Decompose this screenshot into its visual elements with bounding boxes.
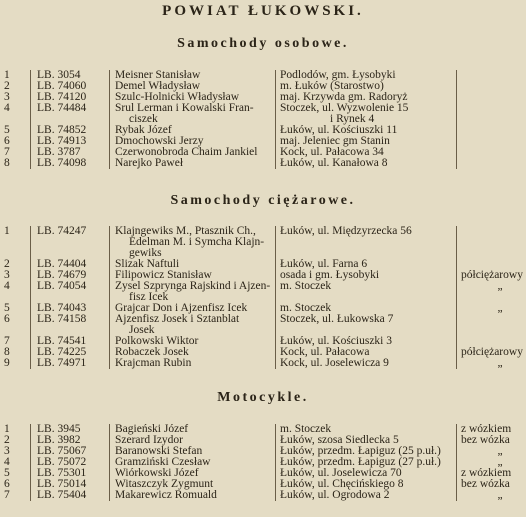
- row-number: 6: [4, 314, 10, 325]
- owner-name-line: Szulc-Holnicki Władysław: [115, 92, 240, 103]
- trucks-table: [0, 226, 526, 369]
- owner-address: [276, 446, 457, 457]
- owner-name: [110, 435, 276, 446]
- registration-number: LB. 3787: [31, 147, 110, 158]
- vehicle-note: z wózkiem: [457, 468, 526, 479]
- vehicle-note: półciężarowy: [457, 270, 526, 281]
- table-row: [0, 457, 526, 468]
- registration-number: LB. 3945: [31, 424, 110, 435]
- owner-name-line: Filipowicz Stanisław: [115, 270, 212, 281]
- row-number: 3: [4, 446, 10, 457]
- owner-address: [276, 259, 457, 270]
- address-line: maj. Krzywda gm. Radoryż: [280, 92, 408, 103]
- owner-address: [276, 125, 457, 136]
- address-line: Łuków, ul. Kościuszki 3: [280, 336, 393, 347]
- owner-name: [110, 70, 276, 81]
- owner-name-line: Dmochowski Jerzy: [115, 136, 204, 147]
- owner-name-line: Krajcman Rubin: [115, 358, 192, 369]
- registration-number: LB. 74852: [31, 125, 110, 136]
- row-number: 7: [4, 336, 10, 347]
- owner-address: [276, 336, 457, 347]
- owner-address: [276, 70, 457, 81]
- vehicle-note: [457, 226, 526, 259]
- owner-address: [276, 81, 457, 92]
- table-row: [0, 136, 526, 147]
- row-number: 4: [4, 103, 10, 114]
- registration-number: LB. 74043: [31, 303, 110, 314]
- vehicle-note: [457, 147, 526, 158]
- row-number: 5: [4, 125, 10, 136]
- address-line: Łuków, ul. Kanałowa 8: [280, 158, 388, 169]
- passenger-cars-table: [0, 70, 526, 169]
- owner-name-line: Baranowski Stefan: [115, 446, 203, 457]
- registration-number: LB. 74120: [31, 92, 110, 103]
- owner-address: [276, 457, 457, 468]
- address-line: m. Stoczek: [280, 281, 332, 292]
- row-number: 4: [4, 281, 10, 292]
- address-line: Łuków, przedm. Łapiguz (25 p.uł.): [280, 446, 441, 457]
- owner-name-line: Szerard Izydor: [115, 435, 184, 446]
- vehicle-note: „: [457, 358, 526, 369]
- registration-number: LB. 75067: [31, 446, 110, 457]
- registration-number: LB. 74060: [31, 81, 110, 92]
- table-row: [0, 347, 526, 358]
- motorcycles-table: [0, 424, 526, 501]
- address-line: Łuków, przedm. Łapiguz (27 p.uł.): [280, 457, 441, 468]
- registration-number: LB. 74247: [31, 226, 110, 259]
- row-number: 2: [4, 259, 10, 270]
- table-row: [0, 468, 526, 479]
- owner-name: [110, 136, 276, 147]
- table-row: [0, 92, 526, 103]
- owner-name-line: Makarewicz Romuald: [115, 490, 217, 501]
- row-number: 3: [4, 92, 10, 103]
- registration-number: LB. 3054: [31, 70, 110, 81]
- address-line: i Rynek 4: [330, 113, 375, 125]
- owner-name: [110, 92, 276, 103]
- row-number: 8: [4, 347, 10, 358]
- owner-name-line: Bagieński Józef: [115, 424, 189, 435]
- owner-name: [110, 468, 276, 479]
- registration-number: LB. 74484: [31, 103, 110, 125]
- registration-number: LB. 3982: [31, 435, 110, 446]
- owner-name: [110, 479, 276, 490]
- page-title: POWIAT ŁUKOWSKI.: [162, 3, 364, 19]
- registration-number: LB. 74404: [31, 259, 110, 270]
- table-row: [0, 490, 526, 501]
- address-line: maj. Jeleniec gm Stanin: [280, 136, 390, 147]
- owner-name: [110, 490, 276, 501]
- owner-name-line: Ajzenfisz Josek i Sztanblat: [115, 314, 240, 325]
- vehicle-note: z wózkiem: [457, 424, 526, 435]
- table-row: [0, 81, 526, 92]
- vehicle-note: „: [457, 490, 526, 501]
- owner-name: [110, 281, 276, 303]
- vehicle-note: bez wózka: [457, 435, 526, 446]
- table-row: [0, 259, 526, 270]
- owner-name-line: Gramziński Czesław: [115, 457, 211, 468]
- vehicle-note: [457, 136, 526, 147]
- address-line: m. Stoczek: [280, 424, 332, 435]
- owner-name-line: fisz Icek: [129, 291, 169, 303]
- table-row: [0, 435, 526, 446]
- table-row: [0, 70, 526, 81]
- owner-name-line: Narejko Paweł: [115, 158, 184, 169]
- registration-number: LB. 75301: [31, 468, 110, 479]
- row-number: 6: [4, 136, 10, 147]
- owner-name-line: Grajcar Don i Ajzenfisz Icek: [115, 303, 248, 314]
- owner-address: [276, 479, 457, 490]
- section-heading-passenger-cars: Samochody osobowe.: [177, 36, 349, 51]
- vehicle-note: półciężarowy: [457, 347, 526, 358]
- vehicle-note: [457, 92, 526, 103]
- owner-address: [276, 147, 457, 158]
- section-heading-trucks: Samochody ciężarowe.: [170, 193, 356, 208]
- registration-number: LB. 74913: [31, 136, 110, 147]
- owner-name-line: Ślizak Naftuli: [115, 259, 180, 270]
- owner-name-line: Demel Władysław: [115, 81, 201, 92]
- owner-address: [276, 281, 457, 303]
- table-row: [0, 446, 526, 457]
- registration-number: LB. 74054: [31, 281, 110, 303]
- owner-address: [276, 226, 457, 259]
- vehicle-note: [457, 158, 526, 169]
- table-row: [0, 336, 526, 347]
- address-line: Kock, ul. Joselewicza 9: [280, 358, 389, 369]
- vehicle-note: „: [457, 281, 526, 303]
- owner-name-line: Witaszczyk Zygmunt: [115, 479, 214, 490]
- owner-address: [276, 490, 457, 501]
- registration-number: LB. 75072: [31, 457, 110, 468]
- address-line: Kock, ul. Pałacowa 34: [280, 147, 384, 158]
- owner-name-line: ciszek: [129, 113, 158, 125]
- owner-name-line: Czerwonobroda Chaim Jankiel: [115, 147, 258, 158]
- owner-address: [276, 424, 457, 435]
- owner-address: [276, 347, 457, 358]
- address-line: Stoczek, ul. Łukowska 7: [280, 314, 394, 325]
- vehicle-note: bez wózka: [457, 479, 526, 490]
- owner-name: [110, 158, 276, 169]
- owner-name: [110, 226, 276, 259]
- row-number: 4: [4, 457, 10, 468]
- table-row: [0, 103, 526, 125]
- registration-number: LB. 75014: [31, 479, 110, 490]
- address-line: Łuków, ul. Kościuszki 11: [280, 125, 398, 136]
- section-heading-motorcycles: Motocykle.: [217, 390, 309, 405]
- vehicle-note: [457, 314, 526, 336]
- owner-name-line: Polkowski Wiktor: [115, 336, 199, 347]
- row-number: 1: [4, 226, 10, 237]
- owner-name-line: Josek: [129, 324, 155, 336]
- vehicle-note: [457, 81, 526, 92]
- owner-name-line: Edelman M. i Symcha Klajn-: [129, 236, 265, 248]
- owner-name: [110, 147, 276, 158]
- row-number: 6: [4, 479, 10, 490]
- owner-name-line: Wiórkowski Józef: [115, 468, 199, 479]
- vehicle-note: [457, 70, 526, 81]
- owner-address: [276, 103, 457, 125]
- address-line: Łuków, szosa Siedlecka 5: [280, 435, 399, 446]
- owner-name: [110, 103, 276, 125]
- address-line: Łuków, ul. Ogrodowa 2: [280, 490, 390, 501]
- table-row: [0, 314, 526, 336]
- owner-name: [110, 303, 276, 314]
- row-number: 9: [4, 358, 10, 369]
- owner-name: [110, 125, 276, 136]
- owner-name: [110, 347, 276, 358]
- row-number: 2: [4, 435, 10, 446]
- owner-address: [276, 136, 457, 147]
- table-row: [0, 226, 526, 259]
- address-line: m. Stoczek: [280, 303, 332, 314]
- registration-number: LB. 74225: [31, 347, 110, 358]
- address-line: Łuków, ul. Farna 6: [280, 259, 368, 270]
- owner-address: [276, 158, 457, 169]
- vehicle-note: [457, 103, 526, 125]
- owner-name-line: Srul Lerman i Kowalski Fran-: [115, 103, 254, 114]
- address-line: Łuków, ul. Międzyrzecka 56: [280, 226, 412, 237]
- owner-address: [276, 435, 457, 446]
- owner-name: [110, 81, 276, 92]
- owner-name-line: Robaczek Josek: [115, 347, 189, 358]
- table-row: [0, 125, 526, 136]
- registration-number: LB. 74971: [31, 358, 110, 369]
- owner-name-line: Rybak Józef: [115, 125, 172, 136]
- owner-name: [110, 424, 276, 435]
- table-row: [0, 147, 526, 158]
- owner-address: [276, 468, 457, 479]
- owner-name-line: gewiks: [129, 247, 162, 259]
- owner-name: [110, 336, 276, 347]
- owner-name: [110, 358, 276, 369]
- table-row: [0, 424, 526, 435]
- registration-number: LB. 74158: [31, 314, 110, 336]
- vehicle-note: „: [457, 457, 526, 468]
- registration-number: LB. 74679: [31, 270, 110, 281]
- address-line: osada i gm. Łysobyki: [280, 270, 380, 281]
- row-number: 1: [4, 70, 10, 81]
- address-line: m. Łuków (Starostwo): [280, 81, 384, 92]
- table-row: [0, 158, 526, 169]
- table-row: [0, 281, 526, 303]
- owner-name-line: Zysel Szpryngа Rajskind i Ajzen-: [115, 281, 271, 292]
- table-row: [0, 303, 526, 314]
- address-line: Stoczek, ul. Wyzwolenie 15: [280, 103, 409, 114]
- row-number: 5: [4, 468, 10, 479]
- vehicle-note: [457, 259, 526, 270]
- table-row: [0, 358, 526, 369]
- registration-number: LB. 74541: [31, 336, 110, 347]
- owner-name: [110, 259, 276, 270]
- registration-number: LB. 75404: [31, 490, 110, 501]
- row-number: 1: [4, 424, 10, 435]
- row-number: 7: [4, 490, 10, 501]
- row-number: 7: [4, 147, 10, 158]
- owner-address: [276, 92, 457, 103]
- vehicle-note: „: [457, 303, 526, 314]
- owner-address: [276, 358, 457, 369]
- vehicle-note: [457, 125, 526, 136]
- row-number: 5: [4, 303, 10, 314]
- vehicle-note: „: [457, 446, 526, 457]
- registration-number: LB. 74098: [31, 158, 110, 169]
- row-number: 3: [4, 270, 10, 281]
- owner-name: [110, 270, 276, 281]
- address-line: Podlodów, gm. Łysobyki: [280, 70, 396, 81]
- address-line: Łuków, ul. Joselewicza 70: [280, 468, 402, 479]
- address-line: Łuków, ul. Chęcińskiego 8: [280, 479, 404, 490]
- table-row: [0, 479, 526, 490]
- address-line: Kock, ul. Pałacowa: [280, 347, 370, 358]
- row-number: 8: [4, 158, 10, 169]
- owner-name: [110, 457, 276, 468]
- row-number: 2: [4, 81, 10, 92]
- owner-name: [110, 314, 276, 336]
- table-row: [0, 270, 526, 281]
- vehicle-note: [457, 336, 526, 347]
- owner-name-line: Klajngewiks M., Ptasznik Ch.,: [115, 226, 256, 237]
- owner-name: [110, 446, 276, 457]
- owner-address: [276, 303, 457, 314]
- owner-address: [276, 270, 457, 281]
- owner-name-line: Meisner Stanisław: [115, 70, 201, 81]
- owner-address: [276, 314, 457, 336]
